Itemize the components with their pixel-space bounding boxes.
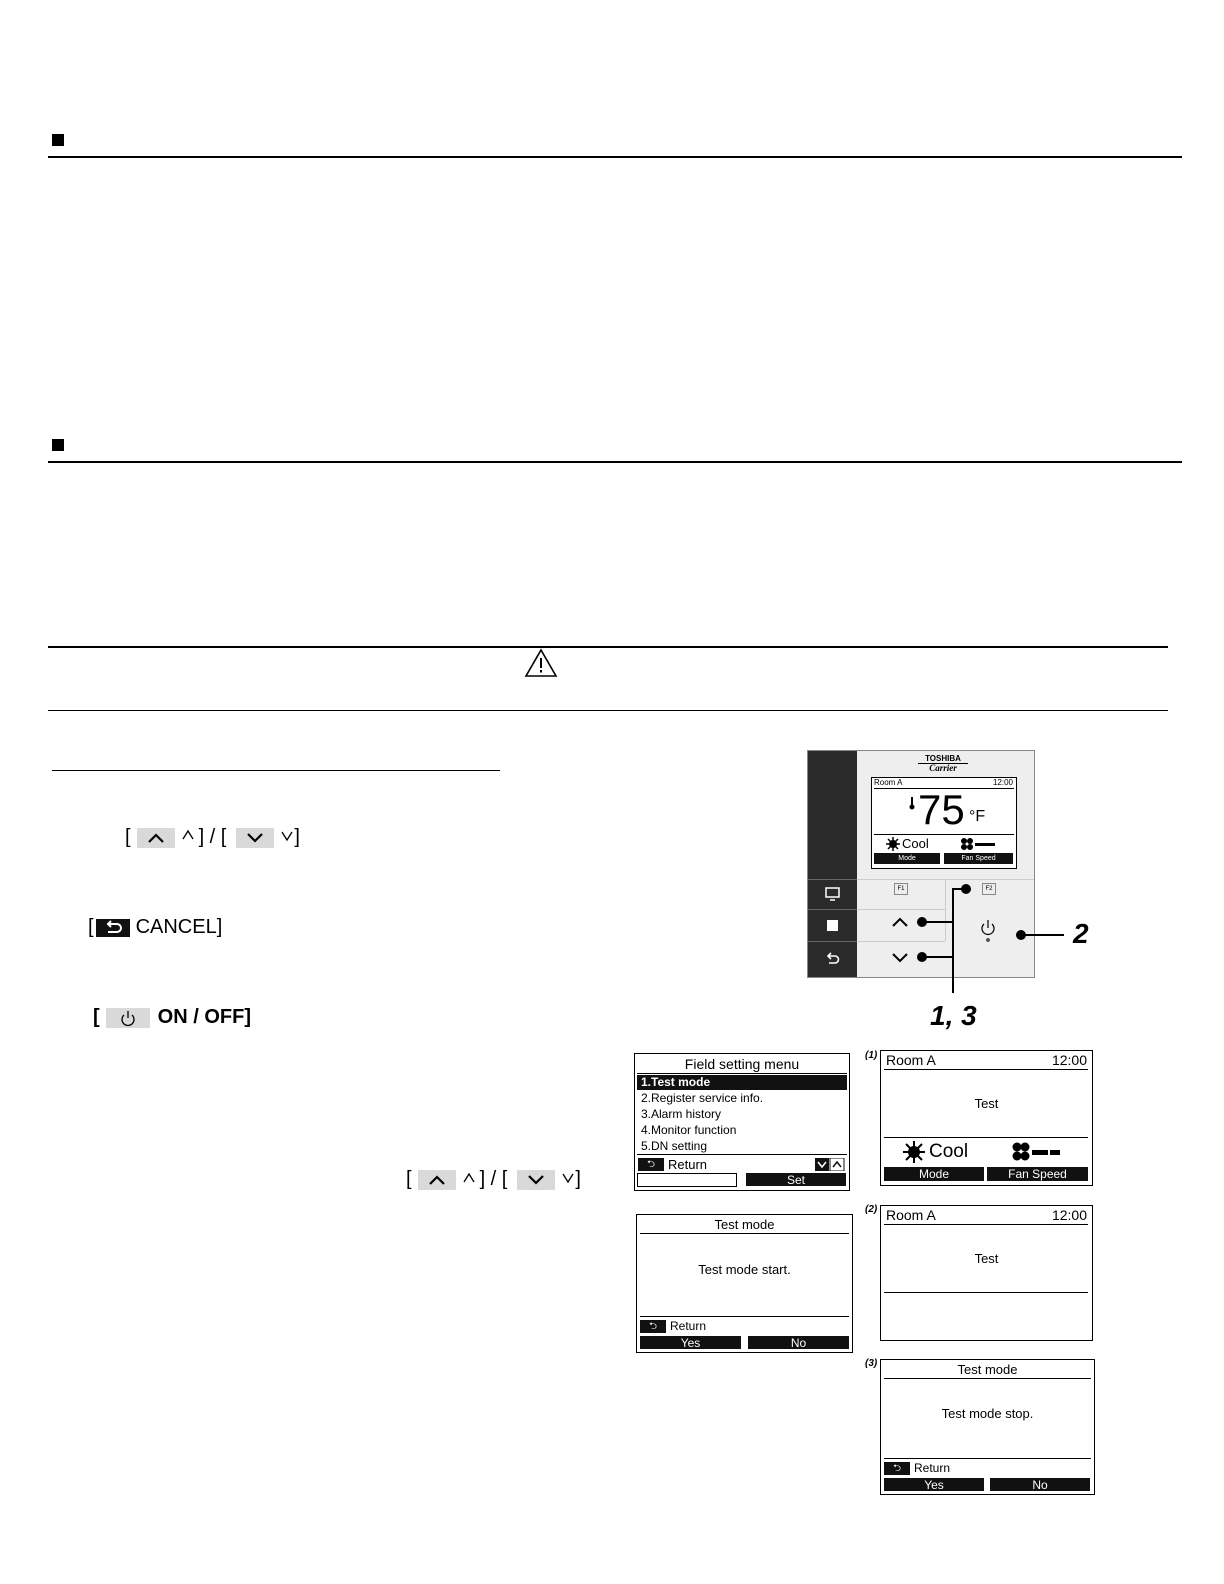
test-label: Test [974,1251,999,1266]
cancel-label: CANCEL] [135,916,223,938]
bracket-close: ] [575,1168,581,1190]
return-icon: ⮌ [640,1320,666,1333]
return-hint: ⮌ Return [884,1461,950,1475]
sun-icon [903,1141,925,1168]
bracket-close: ] [294,826,300,848]
return-hint: ⮌ Return [638,1157,707,1172]
onoff-label: ON / OFF] [157,1006,251,1028]
screen-number-3: (3) [865,1358,878,1369]
up-down-button-ref-2 [406,1168,581,1191]
down-button-icon [517,1170,555,1190]
bracket-open: [ [88,916,94,938]
return-icon: ⮌ [638,1158,664,1171]
message-text: Test mode stop. [941,1406,1034,1421]
temperature-unit: °F [969,808,986,825]
test-label: Test [974,1096,999,1111]
mode-label: Cool [902,836,929,851]
bracket-open: [ [406,1168,412,1190]
mode-label: Cool [929,1141,969,1162]
up-arrow-glyph [462,1168,476,1191]
screen-number-2: (2) [865,1204,878,1215]
menu-item[interactable]: 5.DN setting [641,1139,708,1153]
menu-item[interactable]: 1.Test mode [641,1075,711,1089]
test-mode-start-screen [636,1214,853,1353]
mode-bar: Mode [874,853,940,864]
return-icon: ⮌ [884,1462,910,1475]
up-button-icon [418,1170,456,1190]
bracket-open: [ [93,1006,100,1028]
message-text: Test mode start. [698,1262,791,1277]
yes-softkey[interactable]: Yes [640,1336,741,1349]
room-label: Room A [874,778,903,787]
f1-button[interactable]: F1 [894,883,908,895]
no-softkey[interactable]: No [990,1478,1090,1491]
fan-speed-bar[interactable]: Fan Speed [987,1167,1088,1181]
temperature-value: 75 [918,786,965,833]
clock-label: 12:00 [992,778,1013,787]
screen-title: Test mode [957,1362,1018,1377]
test-screen-2 [880,1205,1093,1341]
callout-1-3: 1, 3 [930,1000,977,1031]
bracket-open: [ [125,826,131,848]
room-label: Room A [886,1052,936,1068]
f2-button[interactable]: F2 [982,883,996,895]
clock-label: 12:00 [1051,1052,1087,1068]
menu-item[interactable]: 3.Alarm history [641,1107,722,1121]
yes-softkey[interactable]: Yes [884,1478,984,1491]
no-softkey[interactable]: No [748,1336,849,1349]
down-arrow-glyph [561,1168,575,1191]
menu-title: Field setting menu [684,1056,800,1072]
test-screen-1 [880,1050,1093,1186]
screen-number-1: (1) [865,1050,878,1061]
screen-title: Test mode [714,1217,775,1232]
menu-item[interactable]: 2.Register service info. [641,1091,764,1105]
clock-label: 12:00 [1051,1207,1087,1223]
bracket-mid: ] / [ [479,1168,508,1190]
fan-speed-bar: Fan Speed [944,853,1013,864]
blank-softkey[interactable] [637,1173,737,1187]
mode-bar[interactable]: Mode [884,1167,984,1181]
field-setting-menu-screen [634,1053,850,1191]
bracket-mid: ] / [ [198,826,227,848]
return-hint: ⮌ Return [640,1319,706,1333]
set-softkey[interactable]: Set [746,1173,846,1186]
room-label: Room A [886,1207,936,1223]
fan-icon [1011,1142,1063,1167]
brand-logo: TOSHIBA Carrier [918,754,968,773]
menu-item[interactable]: 4.Monitor function [641,1123,737,1137]
callout-2: 2 [1073,918,1089,949]
test-mode-stop-screen [880,1359,1095,1495]
